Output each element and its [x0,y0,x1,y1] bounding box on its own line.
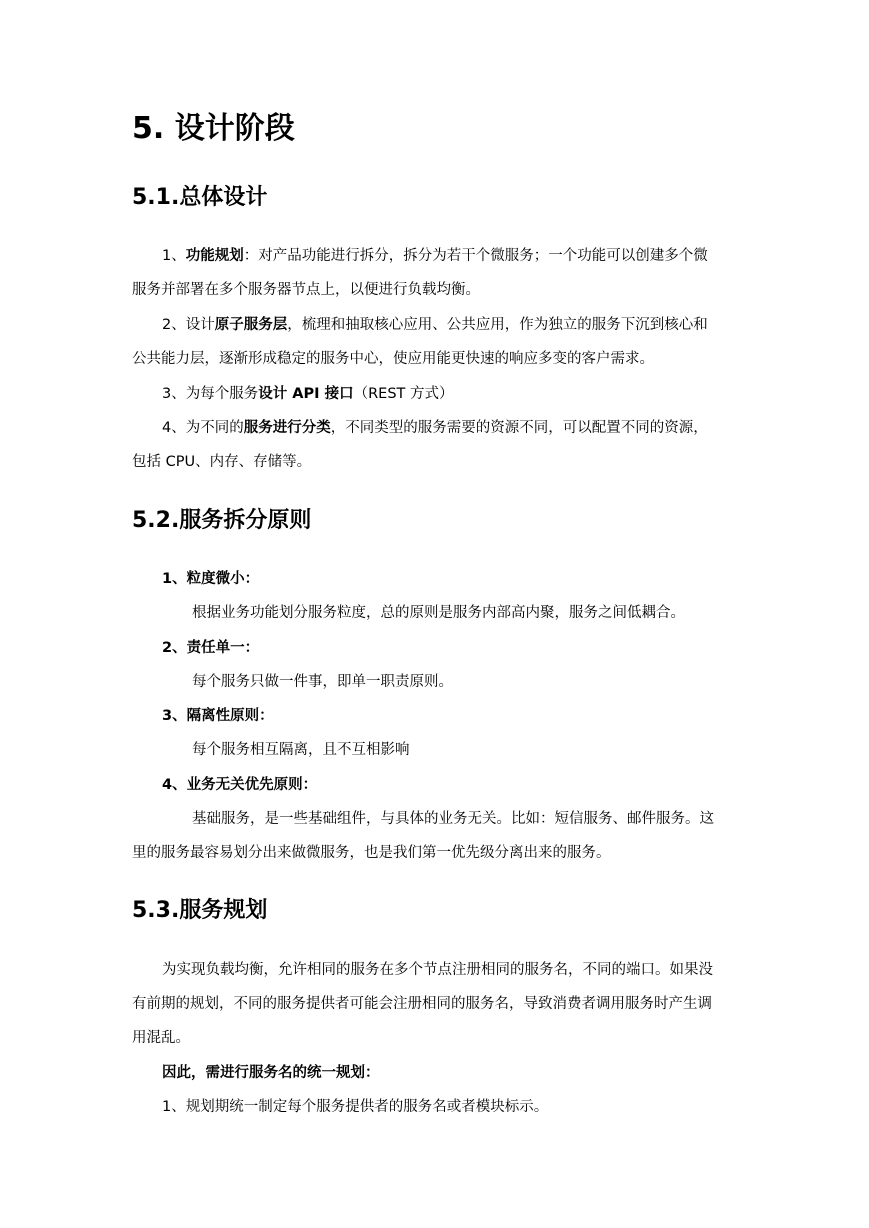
paragraph-3-line-1 [162,384,454,404]
paragraph-4-prefix: 4、为不同的 [162,420,244,436]
paragraph-1-line-1 [162,246,708,266]
section-title-5-2: 5.2.服务拆分原则 [132,508,312,533]
paragraph-2-line-2: 公共能力层，逐渐形成稳定的服务中心，使应用能更快速的响应多变的客户需求。 [132,351,654,367]
paragraph-1-prefix: 1、 [162,248,186,264]
principle-1-label: 1、粒度微小： [162,571,260,587]
planning-paragraph-line-3: 用混乱。 [132,1030,190,1046]
paragraph-4-bold: 服务进行分类 [243,420,331,436]
paragraph-2-rest: ，梳理和抽取核心应用、公共应用，作为独立的服务下沉到核心和 [287,317,708,333]
principle-3-label: 3、隔离性原则： [162,708,274,724]
paragraph-4-line-2: 包括 CPU、内存、存储等。 [132,454,312,470]
planning-paragraph-line-2: 有前期的规划，不同的服务提供者可能会注册相同的服务名，导致消费者调用服务时产生调 [132,996,712,1012]
paragraph-1-bold: 功能规划 [185,248,244,264]
paragraph-2-bold: 原子服务层 [214,317,288,333]
planning-paragraph-line-1: 为实现负载均衡，允许相同的服务在多个节点注册相同的服务名，不同的端口。如果没 [162,962,713,978]
principle-4-label: 4、业务无关优先原则： [162,777,318,793]
principle-2-label: 2、责任单一： [162,640,260,656]
section-title-5-1: 5.1.总体设计 [132,185,268,210]
paragraph-3-bold: 设计 API 接口 [258,386,354,402]
principle-2-text: 每个服务只做一件事，即单一职责原则。 [192,674,453,690]
principle-3-text: 每个服务相互隔离，且不互相影响 [192,742,410,758]
principle-4-text-line-2: 里的服务最容易划分出来做微服务，也是我们第一优先级分离出来的服务。 [132,845,611,861]
paragraph-4-rest: ，不同类型的服务需要的资源不同，可以配置不同的资源， [330,420,708,436]
paragraph-3-prefix: 3、为每个服务 [162,386,259,402]
planning-bold-line: 因此，需进行服务名的统一规划： [162,1065,380,1081]
section-title-5-3: 5.3.服务规划 [132,898,268,923]
paragraph-2-prefix: 2、设计 [162,317,215,333]
paragraph-4-line-1 [162,418,708,438]
paragraph-1-rest: ：对产品功能进行拆分，拆分为若干个微服务；一个功能可以创建多个微 [243,248,708,264]
page-title: 5. 设计阶段 [132,111,295,146]
paragraph-1-line-2: 服务并部署在多个服务器节点上，以便进行负载均衡。 [132,282,480,298]
paragraph-2-line-1 [162,315,708,335]
planning-item-1: 1、规划期统一制定每个服务提供者的服务名或者模块标示。 [162,1099,549,1115]
principle-1-text: 根据业务功能划分服务粒度，总的原则是服务内部高内聚，服务之间低耦合。 [192,605,685,621]
paragraph-3-rest: （REST 方式） [353,386,454,402]
principle-4-text-line-1: 基础服务，是一些基础组件，与具体的业务无关。比如：短信服务、邮件服务。这 [192,811,714,827]
